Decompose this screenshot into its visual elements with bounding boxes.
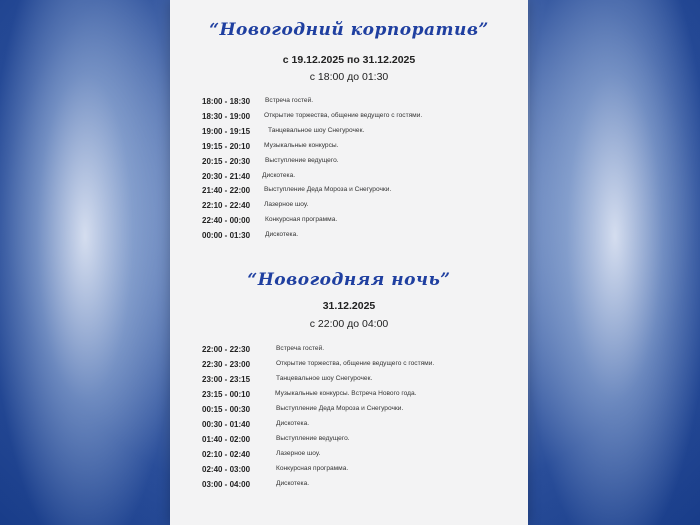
schedule-description: Лазерное шоу. <box>276 450 321 457</box>
schedule-description: Открытие торжества, общение ведущего с гостями. <box>264 111 423 119</box>
schedule-time: 01:40 - 02:00 <box>202 435 251 444</box>
event2-title: “Новогодняя ночь” <box>247 270 451 290</box>
schedule-time: 03:00 - 04:00 <box>202 480 251 489</box>
schedule-row <box>202 450 502 464</box>
schedule-row <box>202 390 502 404</box>
program-sheet <box>170 0 528 525</box>
schedule-description: Выступление ведущего. <box>276 435 350 442</box>
schedule-time: 22:40 - 00:00 <box>202 216 251 226</box>
schedule-row <box>202 465 502 479</box>
schedule-description: Танцевальное шоу Снегурочек. <box>268 126 365 134</box>
schedule-time: 02:10 - 02:40 <box>202 450 251 459</box>
schedule-time: 20:30 - 21:40 <box>202 171 251 181</box>
background-blur-right <box>530 0 700 525</box>
background-blur-left <box>0 0 170 525</box>
schedule-time: 22:00 - 22:30 <box>202 345 251 354</box>
schedule-row <box>202 231 502 245</box>
schedule-description: Конкурсная программа. <box>265 216 338 224</box>
event2-dates: 31.12.2025 <box>322 300 376 312</box>
schedule-row <box>202 142 502 156</box>
schedule-description: Музыкальные конкурсы. Встреча Нового года. <box>275 390 417 397</box>
schedule-row <box>202 97 502 111</box>
schedule-time: 22:10 - 22:40 <box>202 201 251 211</box>
schedule-description: Встреча гостей. <box>265 97 314 104</box>
schedule-row <box>202 345 502 359</box>
schedule-description: Дискотека. <box>276 480 310 487</box>
schedule-description: Выступление Деда Мороза и Снегурочки. <box>264 186 392 194</box>
schedule-description: Встреча гостей. <box>276 345 325 352</box>
schedule-description: Выступление Деда Мороза и Снегурочки. <box>276 405 404 412</box>
schedule-row <box>202 172 502 186</box>
event1-hours: с 18:00 до 01:30 <box>309 71 389 83</box>
schedule-description: Конкурсная программа. <box>276 465 349 472</box>
schedule-description: Лазерное шоу. <box>264 201 309 209</box>
event1-title: “Новогодний корпоратив” <box>209 20 489 40</box>
event2-hours: с 22:00 до 04:00 <box>309 318 389 330</box>
schedule-description: Дискотека. <box>262 171 296 179</box>
schedule-description: Открытие торжества, общение ведущего с гостями. <box>276 360 435 367</box>
schedule-row <box>202 405 502 419</box>
schedule-time: 02:40 - 03:00 <box>202 465 251 474</box>
schedule-time: 19:15 - 20:10 <box>202 141 251 151</box>
schedule-time: 23:00 - 23:15 <box>202 375 251 384</box>
schedule-time: 00:30 - 01:40 <box>202 420 251 429</box>
schedule-description: Музыкальные конкурсы. <box>264 141 339 149</box>
schedule-row <box>202 127 502 141</box>
schedule-row <box>202 112 502 126</box>
schedule-description: Танцевальное шоу Снегурочек. <box>276 375 373 382</box>
schedule-time: 00:15 - 00:30 <box>202 405 251 414</box>
schedule-time: 18:00 - 18:30 <box>202 97 251 106</box>
schedule-time: 22:30 - 23:00 <box>202 360 251 369</box>
schedule-time: 23:15 - 00:10 <box>202 390 251 399</box>
schedule-time: 00:00 - 01:30 <box>202 231 251 241</box>
schedule-row <box>202 216 502 230</box>
schedule-time: 20:15 - 20:30 <box>202 156 251 166</box>
event1-dates: с 19.12.2025 по 31.12.2025 <box>282 54 416 66</box>
schedule-description: Выступление ведущего. <box>265 156 339 164</box>
schedule-row <box>202 420 502 434</box>
schedule-row <box>202 435 502 449</box>
schedule-row <box>202 157 502 171</box>
schedule-row <box>202 375 502 389</box>
schedule-description: Дискотека. <box>265 231 299 239</box>
schedule-time: 21:40 - 22:00 <box>202 186 251 196</box>
schedule-time: 19:00 - 19:15 <box>202 126 251 136</box>
schedule-time: 18:30 - 19:00 <box>202 111 251 121</box>
schedule-description: Дискотека. <box>276 420 310 427</box>
schedule-row <box>202 201 502 215</box>
schedule-row <box>202 480 502 494</box>
schedule-row <box>202 186 502 200</box>
schedule-row <box>202 360 502 374</box>
